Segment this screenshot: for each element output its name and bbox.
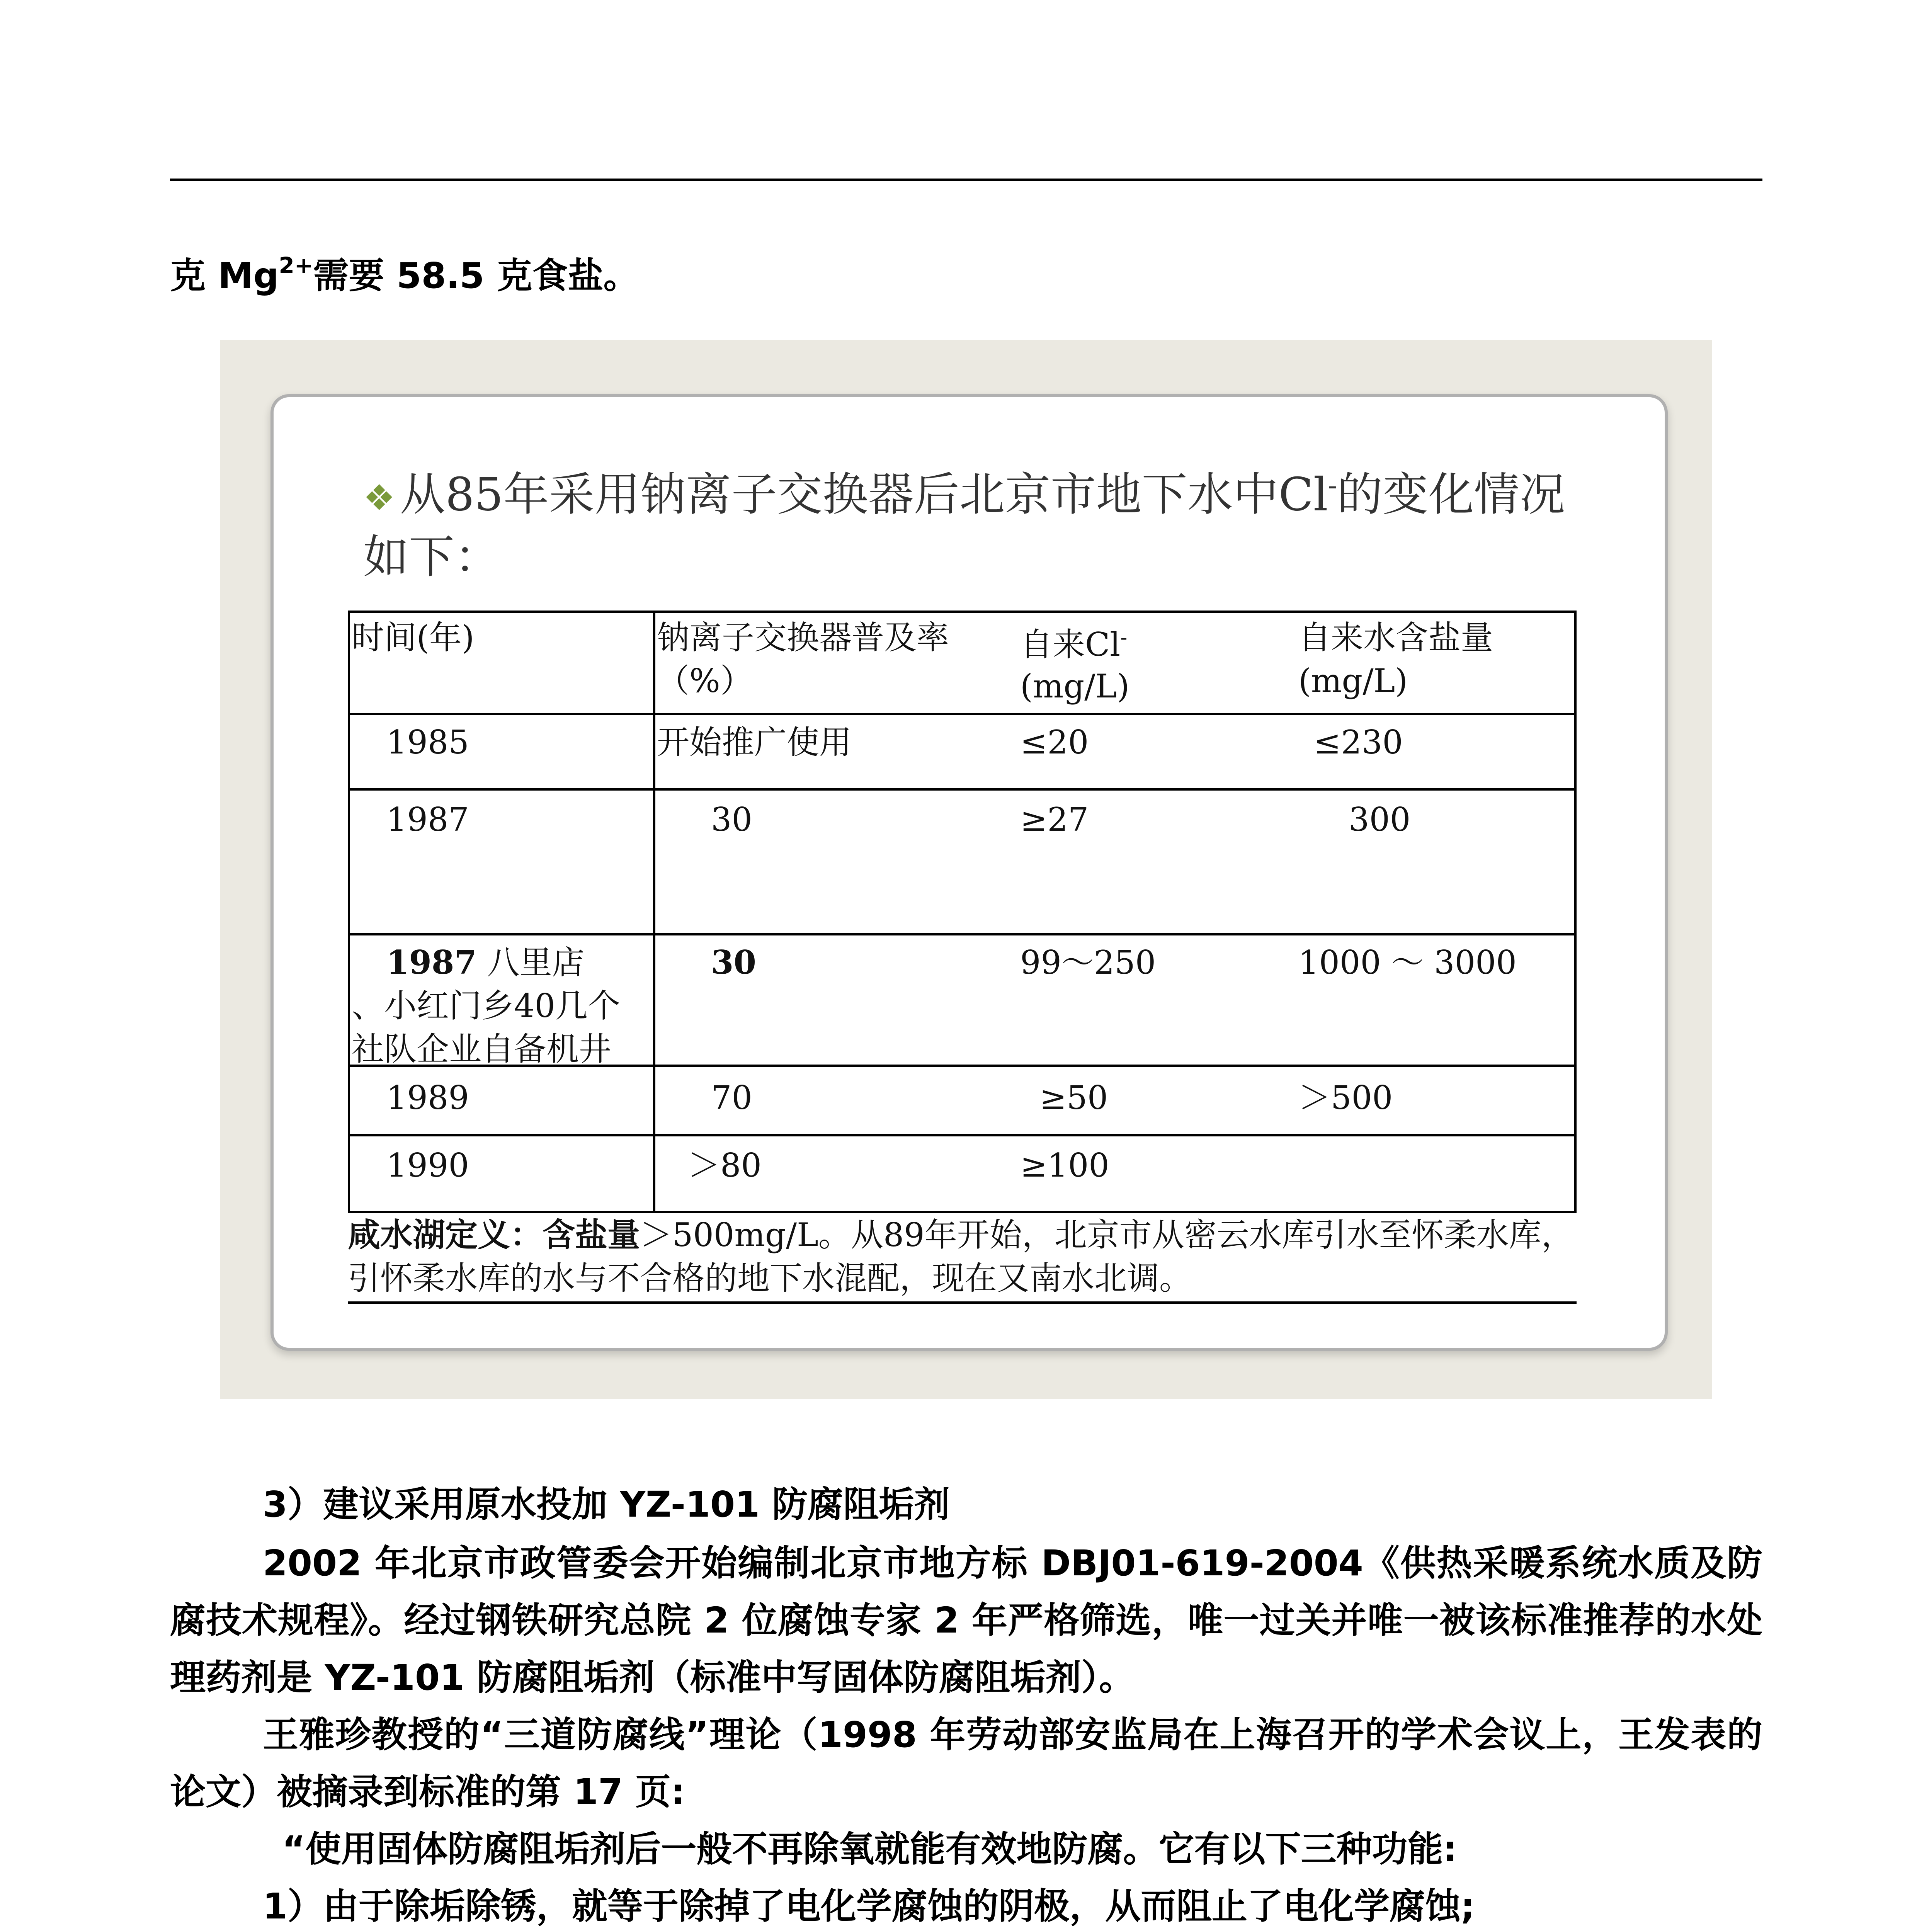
- row-1989-year: 1989: [386, 1079, 469, 1117]
- header-rate-unit: （%）: [657, 662, 753, 700]
- header-cl: 自来Cl-: [1020, 625, 1128, 663]
- row-1985-cl: ≤20: [1020, 723, 1089, 761]
- row-1989-cl: ≥50: [1039, 1079, 1108, 1117]
- header-year: 时间(年): [352, 619, 475, 656]
- row-1987-rate: 30: [711, 801, 752, 838]
- row-1985-year: 1985: [386, 723, 469, 761]
- row-1987-wells-year-line2: 、小红门乡40几个: [352, 987, 620, 1025]
- row-1987-wells-salt: 1000 ～ 3000: [1298, 944, 1517, 981]
- paragraph: 王雅珍教授的“三道防腐线”理论（1998 年劳动部安监局在上海召开的学术会议上，王发表的论文）被摘录到标准的第 17 页:: [170, 1714, 1762, 1813]
- row-1987-wells-rate: 30: [711, 943, 756, 981]
- row-1989-rate: 70: [711, 1079, 752, 1117]
- chloride-table: [348, 611, 1577, 1213]
- row-1987-wells-cl: 99～250: [1020, 944, 1156, 981]
- row-1990-year: 1990: [386, 1146, 469, 1184]
- row-1987-wells-year: 1987 八里店: [386, 943, 585, 981]
- saline-definition: [348, 1213, 1577, 1298]
- row-1985-salt: ≤230: [1314, 723, 1403, 761]
- slide-title: ❖ 从85年采用钠离子交换器后北京市地下水中Cl-的变化情况如下：: [363, 468, 1565, 584]
- row-1989-salt: ＞500: [1298, 1079, 1393, 1117]
- table-rule: [348, 611, 350, 1213]
- row-1985-rate: 开始推广使用: [657, 723, 852, 761]
- table-rule: [348, 1134, 1577, 1136]
- diamond-bullet-icon: ❖: [363, 477, 395, 519]
- header-salt: 自来水含盐量: [1298, 619, 1493, 656]
- saline-definition-text: ＞500mg/L。从89年开始，北京市从密云水库引水至怀柔水库，引怀柔水库的水与不合格的地下水混配，现在又南水北调。: [348, 1216, 1574, 1297]
- row-1987-wells-year-line3: 社队企业自备机井: [352, 1030, 612, 1068]
- saline-definition-label: 咸水湖定义：含盐量: [348, 1216, 640, 1254]
- table-rule: [348, 788, 1577, 791]
- section-heading: 3）建议采用原水投加 YZ-101 防腐阻垢剂: [263, 1484, 950, 1525]
- row-1987-cl: ≥27: [1020, 801, 1089, 838]
- table-rule: [348, 713, 1577, 715]
- quote-paragraph: “使用固体防腐阻垢剂后一般不再除氧就能有效地防腐。它有以下三种功能:: [282, 1828, 1458, 1870]
- table-rule: [348, 611, 1577, 613]
- function-item-1: 1）由于除垢除锈，就等于除掉了电化学腐蚀的阴极，从而阻止了电化学腐蚀;: [263, 1886, 1475, 1927]
- header-salt-unit: (mg/L): [1298, 662, 1408, 700]
- table-rule: [653, 611, 655, 1213]
- row-1987-salt: 300: [1349, 801, 1411, 838]
- row-1987-year: 1987: [386, 801, 469, 838]
- row-1990-rate: ＞80: [688, 1146, 762, 1184]
- row-1990-cl: ≥100: [1020, 1146, 1109, 1184]
- header-rate: 钠离子交换器普及率: [657, 619, 949, 656]
- header-cl-unit: (mg/L): [1020, 667, 1130, 705]
- table-rule: [348, 933, 1577, 935]
- header-rule: [170, 179, 1762, 181]
- continuation-line: 克 $Mg^{2+}$需要 58.5 克食盐。: [170, 252, 639, 296]
- footer-rule: [348, 1301, 1577, 1304]
- paragraph: 2002 年北京市政管委会开始编制北京市地方标 DBJ01-619-2004《供热采暖系统水质及防腐技术规程》。经过钢铁研究总院 2 位腐蚀专家 2 年严格筛选，唯一过关并唯一被该标准推荐的水处理药剂是 YZ-101 防腐阻垢剂（标准中写固体防腐阻垢剂）。: [170, 1543, 1762, 1698]
- table-rule: [1574, 611, 1577, 1213]
